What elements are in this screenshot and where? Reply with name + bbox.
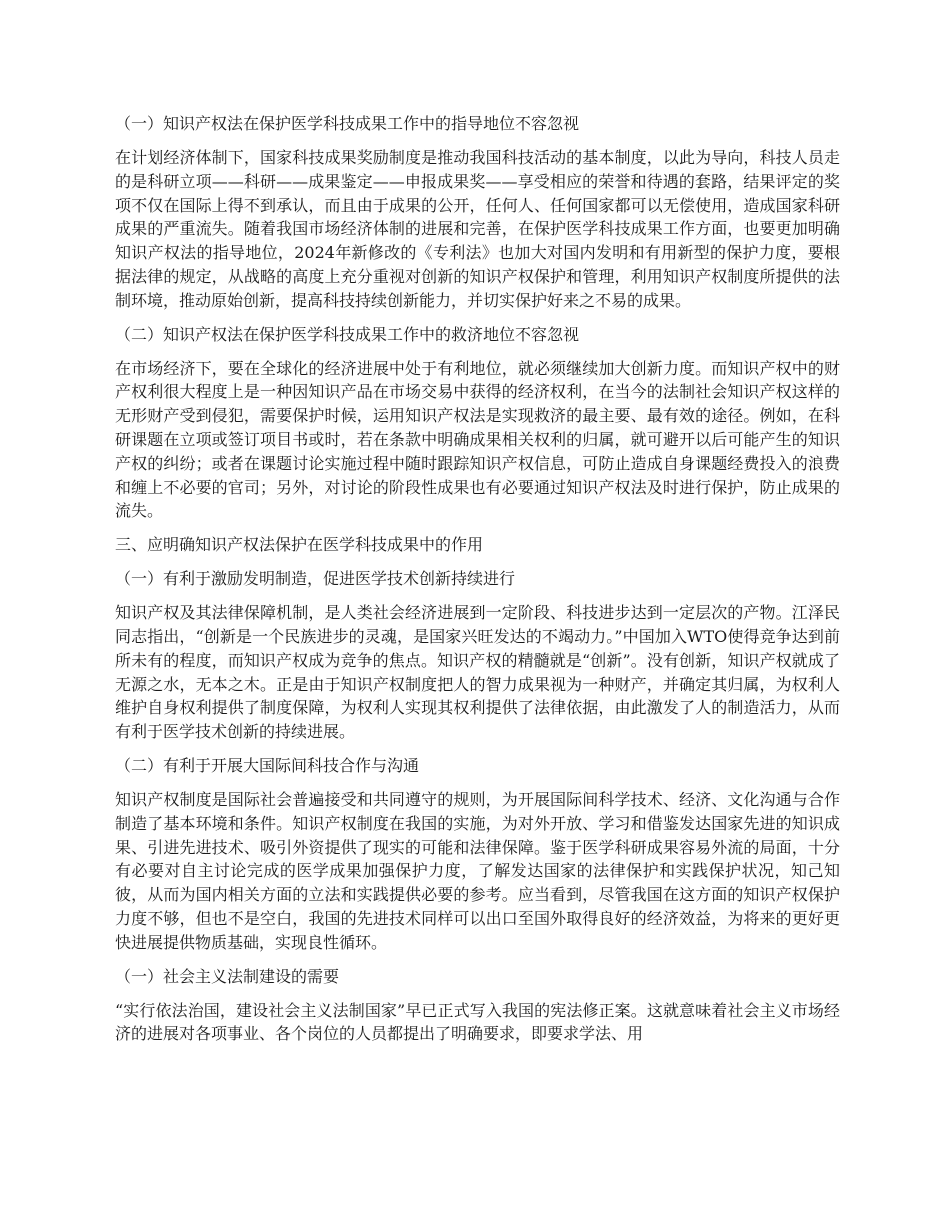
section-heading: （一）知识产权法在保护医学科技成果工作中的指导地位不容忽视 bbox=[115, 114, 580, 133]
document-page bbox=[115, 112, 840, 1056]
paragraph: 在市场经济下，要在全球化的经济进展中处于有利地位，就必须继续加大创新力度。而知识产权中的财产权利很大程度上是一种因知识产品在市场交易中获得的经济权利，在当今的法制社会知识产权这样的无形财产受到侵犯，需要保护时候，运用知识产权法是实现救济的最主要、最有效的途径。例如，在科研课题在立项或签订项目书或时，若在条款中明确成果相关权利的归属，就可避开以后可能产生的知识产权的纠纷；或者在课题讨论实施过程中随时跟踪知识产权信息，可防止造成自身课题经费投入的浪费和缠上不必要的官司；另外，对讨论的阶段性成果也有必要通过知识产权法及时进行保护，防止成果的流失。 bbox=[115, 358, 840, 521]
paragraph: 知识产权制度是国际社会普遍接受和共同遵守的规则，为开展国际间科学技术、经济、文化沟通与合作制造了基本环境和条件。知识产权制度在我国的实施，为对外开放、学习和借鉴发达国家先进的知识成果、引进先进技术、吸引外资提供了现实的可能和法律保障。鉴于医学科研成果容易外流的局面，十分有必要对自主讨论完成的医学成果加强保护力度，了解发达国家的法律保护和实践保护状况，知己知彼，从而为国内相关方面的立法和实践提供必要的参考。应当看到，尽管我国在这方面的知识产权保护力度不够，但也不是空白，我国的先进技术同样可以出口至国外取得良好的经济效益，为将来的更好更快进展提供物质基础，实现良性循环。 bbox=[115, 789, 840, 952]
section-heading: （二）有利于开展大国际间科技合作与沟通 bbox=[115, 755, 420, 775]
section-heading: （二）知识产权法在保护医学科技成果工作中的救济地位不容忽视 bbox=[115, 324, 580, 344]
paragraph: “实行依法治国，建设社会主义法制国家”早已正式写入我国的宪法修正案。这就意味着社会主义市场经济的进展对各项事业、各个岗位的人员都提出了明确要求，即要求学法、用 bbox=[115, 1000, 840, 1044]
section-heading: （一）社会主义法制建设的需要 bbox=[115, 966, 340, 986]
section-heading: 三、应明确知识产权法保护在医学科技成果中的作用 bbox=[115, 535, 484, 555]
paragraph: 在计划经济体制下，国家科技成果奖励制度是推动我国科技活动的基本制度，以此为导向，科技人员走的是科研立项——科研——成果鉴定——申报成果奖——享受相应的荣誉和待遇的套路，结果评定的奖项不仅在国际上得不到承认，而且由于成果的公开，任何人、任何国家都可以无偿使用，造成国家科研成果的严重流失。随着我国市场经济体制的进展和完善，在保护医学科技成果工作方面，也要更加明确知识产权法的指导地位，2024年新修改的《专利法》也加大对国内发明和有用新型的保护力度，要根据法律的规定，从战略的高度上充分重视对创新的知识产权保护和管理，利用知识产权制度所提供的法制环境，推动原始创新，提高科技持续创新能力，并切实保护好来之不易的成果。 bbox=[115, 148, 840, 310]
paragraph: 知识产权及其法律保障机制，是人类社会经济进展到一定阶段、科技进步达到一定层次的产物。江泽民同志指出，“创新是一个民族进步的灵魂，是国家兴旺发达的不竭动力。”中国加入WTO使得竞争达到前所未有的程度，而知识产权成为竞争的焦点。知识产权的精髓就是“创新”。没有创新，知识产权就成了无源之水，无本之木。正是由于知识产权制度把人的智力成果视为一种财产，并确定其归属，为权利人维护自身权利提供了制度保障，为权利人实现其权利提供了法律依据，由此激发了人的制造活力，从而有利于医学技术创新的持续进展。 bbox=[115, 603, 840, 742]
section-heading: （一）有利于激励发明制造，促进医学技术创新持续进行 bbox=[115, 569, 516, 589]
